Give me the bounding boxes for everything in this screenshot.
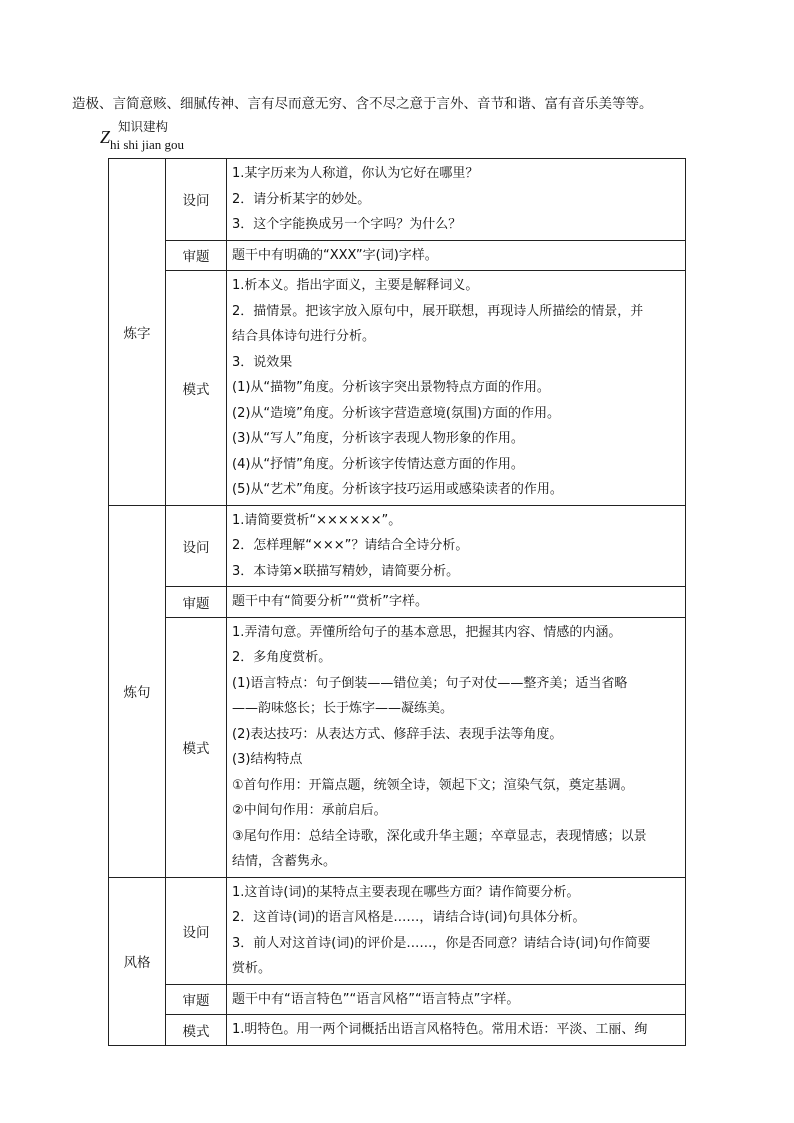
- content-line: (5)从“艺术”角度。分析该字技巧运用或感染读者的作用。: [232, 482, 563, 497]
- table-row: [109, 240, 686, 271]
- content-cell: [227, 984, 686, 1015]
- knowledge-table: [108, 158, 686, 1046]
- content-line: (1)从“描物”角度。分析该字突出景物特点方面的作用。: [232, 380, 550, 395]
- table-row: [109, 1015, 686, 1046]
- content-line: ①首句作用：开篇点题，统领全诗，领起下文；渲染气氛，奠定基调。: [232, 777, 634, 793]
- content-cell: [227, 1015, 686, 1046]
- table-row: [109, 617, 686, 877]
- content-line: (2)表达技巧：从表达方式、修辞手法、表现手法等角度。: [232, 726, 563, 742]
- content-line: (4)从“抒情”角度。分析该字传情达意方面的作用。: [232, 456, 524, 472]
- section-heading-pinyin: hi shi jian gou: [110, 137, 185, 152]
- content-line: 题干中有“语言特色”“语言风格”“语言特点”字样。: [232, 991, 520, 1007]
- topic-cell: 炼句: [109, 505, 166, 877]
- section-heading-initial: Z: [100, 127, 111, 147]
- content-cell: [227, 159, 686, 241]
- content-line: (3)从“写人”角度，分析该字表现人物形象的作用。: [232, 431, 524, 446]
- content-line: (3)结构特点: [232, 752, 303, 767]
- content-line: 2．怎样理解“×××”？请结合全诗分析。: [232, 538, 469, 553]
- content-line: 1.析本义。指出字面义，主要是解释词义。: [232, 278, 479, 293]
- table-row: [109, 587, 686, 618]
- content-line: 1.这首诗(词)的某特点主要表现在哪些方面？请作简要分析。: [232, 884, 580, 900]
- table-row: [109, 271, 686, 506]
- content-line: 2．这首诗(词)的语言风格是……，请结合诗(词)句具体分析。: [232, 910, 586, 925]
- section-heading: [100, 118, 300, 154]
- content-cell: [227, 505, 686, 587]
- content-cell: [227, 271, 686, 506]
- table-row: [109, 505, 686, 587]
- content-line: 2．多角度赏析。: [232, 650, 332, 665]
- content-line: ③尾句作用：总结全诗歌，深化或升华主题；卒章显志，表现情感；以景: [232, 828, 647, 844]
- row-type-cell: 模式: [166, 271, 227, 506]
- table-row: [109, 877, 686, 984]
- content-line: ——韵味悠长；长于炼字——凝练美。: [232, 701, 454, 716]
- content-cell: [227, 587, 686, 618]
- content-line: 3．这个字能换成另一个字吗？为什么？: [232, 217, 462, 232]
- content-line: (1)语言特点：句子倒装——错位美；句子对仗——整齐美；适当省略: [232, 675, 628, 691]
- intro-paragraph: 造极、言简意赅、细腻传神、言有尽而意无穷、含不尽之意于言外、音节和谐、富有音乐美等等。: [72, 96, 653, 112]
- content-line: 1.弄清句意。弄懂所给句子的基本意思，把握其内容、情感的内涵。: [232, 624, 622, 640]
- content-line: ②中间句作用：承前启后。: [232, 803, 387, 818]
- content-line: 赏析。: [232, 961, 272, 976]
- content-line: 1.明特色。用一两个词概括出语言风格特色。常用术语：平淡、工丽、绚: [232, 1022, 648, 1037]
- content-line: 2．请分析某字的妙处。: [232, 191, 371, 207]
- content-line: 2．描情景。把该字放入原句中，展开联想，再现诗人所描绘的情景，并: [232, 303, 644, 319]
- row-type-cell: 设问: [166, 505, 227, 587]
- content-line: 题干中有“简要分析”“赏析”字样。: [232, 594, 428, 609]
- row-type-cell: 设问: [166, 159, 227, 241]
- content-line: 1.请简要赏析“××××××”。: [232, 512, 402, 528]
- topic-cell: 风格: [109, 877, 166, 1045]
- content-line: 结情，含蓄隽永。: [232, 854, 337, 869]
- row-type-cell: 设问: [166, 877, 227, 984]
- content-cell: [227, 240, 686, 271]
- content-line: 1.某字历来为人称道，你认为它好在哪里？: [232, 166, 479, 181]
- content-line: 题干中有明确的“XXX”字(词)字样。: [232, 247, 438, 263]
- row-type-cell: 审题: [166, 984, 227, 1015]
- table-row: [109, 984, 686, 1015]
- table-row: [109, 159, 686, 241]
- content-cell: [227, 877, 686, 984]
- row-type-cell: 模式: [166, 1015, 227, 1046]
- content-line: 3．前人对这首诗(词)的评价是……，你是否同意？请结合诗(词)句作简要: [232, 935, 651, 951]
- section-heading-title: 知识建构: [118, 119, 169, 134]
- content-line: (2)从“造境”角度。分析该字营造意境(氛围)方面的作用。: [232, 405, 561, 421]
- row-type-cell: 模式: [166, 617, 227, 877]
- content-cell: [227, 617, 686, 877]
- content-line: 3．本诗第×联描写精妙，请简要分析。: [232, 563, 460, 579]
- topic-cell: 炼字: [109, 159, 166, 506]
- row-type-cell: 审题: [166, 240, 227, 271]
- row-type-cell: 审题: [166, 587, 227, 618]
- content-line: 结合具体诗句进行分析。: [232, 329, 376, 344]
- content-line: 3．说效果: [232, 354, 293, 370]
